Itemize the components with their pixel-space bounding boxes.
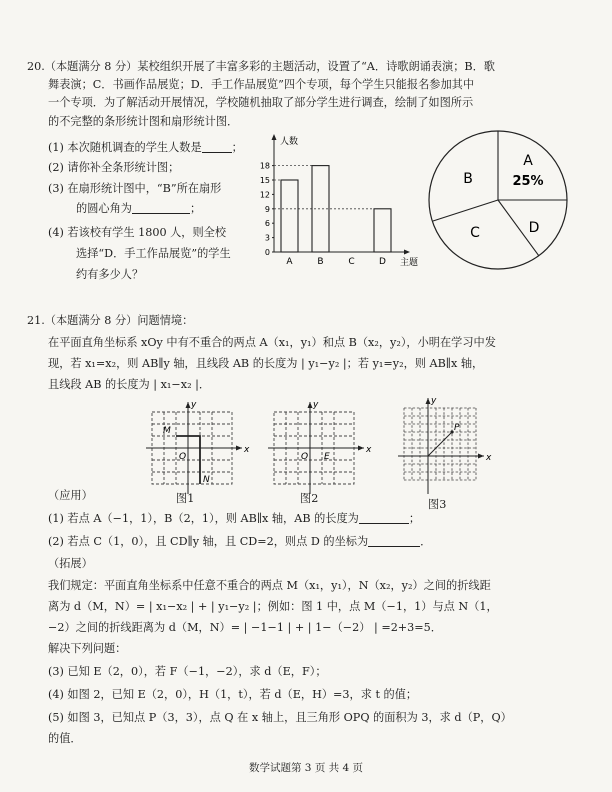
q20-sub-3-end: ； bbox=[189, 202, 202, 215]
q20-sub-1-blank bbox=[202, 140, 232, 153]
bar-category-label: A bbox=[286, 257, 293, 267]
fig2-y-arrow bbox=[308, 402, 313, 408]
pie-chart bbox=[423, 125, 573, 275]
bar-y-arrow bbox=[272, 134, 277, 140]
fig3-op-segment bbox=[428, 432, 452, 456]
q21-app-1-blank bbox=[359, 511, 409, 524]
q21-app-2 bbox=[48, 533, 431, 550]
bar-y-tick-label: 15 bbox=[259, 176, 270, 185]
bar-y-tick-label: 6 bbox=[264, 219, 270, 229]
q21-app-1 bbox=[48, 510, 420, 527]
bar-chart bbox=[252, 132, 419, 272]
q21-line-1: 21.（本题满分 8 分）问题情境： bbox=[27, 314, 194, 327]
q21-apply-heading: （应用） bbox=[48, 489, 93, 502]
pie-divider-left bbox=[433, 200, 498, 221]
q21-ext-4: 解决下列问题： bbox=[48, 642, 127, 655]
q20-sub-2: (2) 请你补全条形统计图； bbox=[48, 161, 180, 174]
fig1-x-label: x bbox=[244, 445, 250, 455]
figure-3 bbox=[392, 394, 492, 498]
fig2-origin-label: O bbox=[301, 452, 309, 462]
fig1-origin-label: O bbox=[179, 452, 187, 462]
q20-sub-3b-text: 的圆心角为 bbox=[76, 202, 132, 215]
fig1-x-arrow bbox=[236, 446, 242, 451]
q20-sub-1-end: ； bbox=[231, 141, 243, 154]
pie-label-a-percent: 25% bbox=[512, 174, 544, 189]
q20-sub-1 bbox=[48, 139, 243, 156]
fig1-caption: 图1 bbox=[176, 492, 195, 505]
q21-prob-4: (4) 如图 2，已知 E（2，0），H（1，t），若 d（E，H）=3，求 t 的值； bbox=[48, 688, 418, 701]
bar-category-label: B bbox=[317, 257, 324, 267]
bar-d bbox=[374, 209, 391, 252]
q21-ext-2: 离为 d（M，N）= | x₁−x₂ | + | y₁−y₂ |；例如：图 1 中，点 M（−1，1）与点 N（1， bbox=[48, 600, 498, 613]
q21-prob-3: (3) 已知 E（2，0），若 F（−1，−2），求 d（E，F）； bbox=[48, 665, 327, 678]
q21-app-2-text: (2) 若点 C（1，0），且 CD∥y 轴，且 CD=2，则点 D 的坐标为 bbox=[48, 535, 369, 548]
q21-app-1-text: (1) 若点 A（−1，1），B（2，1），则 AB∥x 轴，AB 的长度为 bbox=[48, 512, 359, 525]
q21-line-3: 现，若 x₁=x₂，则 AB∥y 轴，且线段 AB 的长度为 | y₁−y₂ |；若 y₁=y₂，则 AB∥x 轴， bbox=[48, 357, 484, 370]
q21-line-4: 且线段 AB 的长度为 | x₁−x₂ |． bbox=[48, 378, 211, 391]
pie-label-d: D bbox=[528, 220, 540, 236]
fig3-p-label: P bbox=[454, 423, 460, 433]
q20-line-2: 舞表演；C．书画作品展览；D．手工作品展览”四个专项，每个学生只能报名参加其中 bbox=[48, 78, 475, 91]
q20-sub-3-blank bbox=[132, 201, 190, 214]
fig2-x-label: x bbox=[366, 445, 372, 455]
fig3-caption: 图3 bbox=[428, 498, 447, 511]
q20-line-1: 20.（本题满分 8 分）某校组织开展了丰富多彩的主题活动，设置了“A．诗歌朗诵表演；B．歌 bbox=[27, 60, 495, 73]
fig2-x-arrow bbox=[358, 446, 364, 451]
q20-sub-4c: 约有多少人？ bbox=[76, 268, 144, 281]
bar-a bbox=[281, 180, 298, 252]
q21-ext-3: −2）之间的折线距离为 d（M，N）= | −1−1 | + | 1−（−2） | =2+3=5． bbox=[48, 621, 442, 634]
q21-prob-5b: 的值． bbox=[48, 732, 82, 745]
bar-chart-labels bbox=[260, 135, 418, 268]
q21-app-2-blank bbox=[368, 534, 420, 547]
bar-category-label: D bbox=[379, 257, 386, 267]
pie-label-c: C bbox=[470, 225, 480, 241]
fig1-y-arrow bbox=[186, 402, 191, 408]
fig2-e-label: E bbox=[324, 452, 330, 462]
q21-app-1-end: ； bbox=[408, 512, 421, 525]
bar-y-axis-label: 人数 bbox=[280, 137, 299, 147]
figure-2 bbox=[262, 398, 374, 502]
q21-ext-1: 我们规定：平面直角坐标系中任意不重合的两点 M（x₁，y₁），N（x₂，y₂）之间的折线距 bbox=[48, 579, 491, 592]
q20-sub-3: (3) 在扇形统计图中，“B”所在扇形 bbox=[48, 182, 222, 195]
fig3-x-arrow bbox=[478, 454, 484, 459]
bar-category-label: C bbox=[348, 257, 355, 267]
fig3-y-arrow bbox=[426, 398, 431, 404]
bar-y-tick-label: 12 bbox=[259, 190, 270, 200]
q21-line-2: 在平面直角坐标系 xOy 中有不重合的两点 A（x₁，y₁）和点 B（x₂，y₂），小明在学习中发 bbox=[48, 336, 496, 349]
page-footer: 数学试题第 3 页 共 4 页 bbox=[248, 762, 364, 774]
pie-label-a: A bbox=[523, 153, 533, 169]
q21-ext-heading: （拓展） bbox=[48, 557, 93, 570]
bar-x-arrow bbox=[404, 250, 410, 255]
bar-chart-axes bbox=[272, 134, 411, 255]
bar-y-tick-label: 3 bbox=[264, 233, 270, 243]
fig3-y-label: y bbox=[431, 396, 437, 406]
bar-chart-guides bbox=[274, 166, 374, 209]
q20-sub-4: (4) 若该校有学生 1800 人，则全校 bbox=[48, 226, 227, 239]
fig2-y-label: y bbox=[313, 400, 319, 410]
bar-y-tick-label: 0 bbox=[264, 248, 270, 257]
fig2-caption: 图2 bbox=[300, 492, 319, 505]
q20-line-3: 一个专项．为了解活动开展情况，学校随机抽取了部分学生进行调查，绘制了如图所示 bbox=[48, 96, 474, 109]
fig1-n-label: N bbox=[203, 475, 210, 485]
bar-x-axis-label: 主题 bbox=[400, 258, 419, 268]
fig1-m-label: M bbox=[163, 426, 171, 436]
fig3-x-label: x bbox=[486, 453, 492, 463]
fig1-y-label: y bbox=[191, 400, 197, 410]
q20-line-4: 的不完整的条形统计图和扇形统计图． bbox=[48, 115, 239, 128]
q21-app-2-end: ． bbox=[420, 535, 432, 548]
q21-prob-5: (5) 如图 3，已知点 P（3，3），点 Q 在 x 轴上，且三角形 OPQ 的面积为 3，求 d（P，Q） bbox=[48, 711, 512, 724]
bar-y-tick-label: 9 bbox=[264, 204, 270, 214]
q20-sub-4b: 选择“D．手工作品展览”的学生 bbox=[76, 247, 231, 260]
figure-1 bbox=[140, 398, 252, 502]
q20-sub-3b bbox=[76, 200, 201, 217]
pie-label-b: B bbox=[463, 171, 473, 187]
bar-y-tick-label: 18 bbox=[259, 161, 270, 171]
q20-sub-1-text: (1) 本次随机调查的学生人数是 bbox=[48, 141, 202, 154]
